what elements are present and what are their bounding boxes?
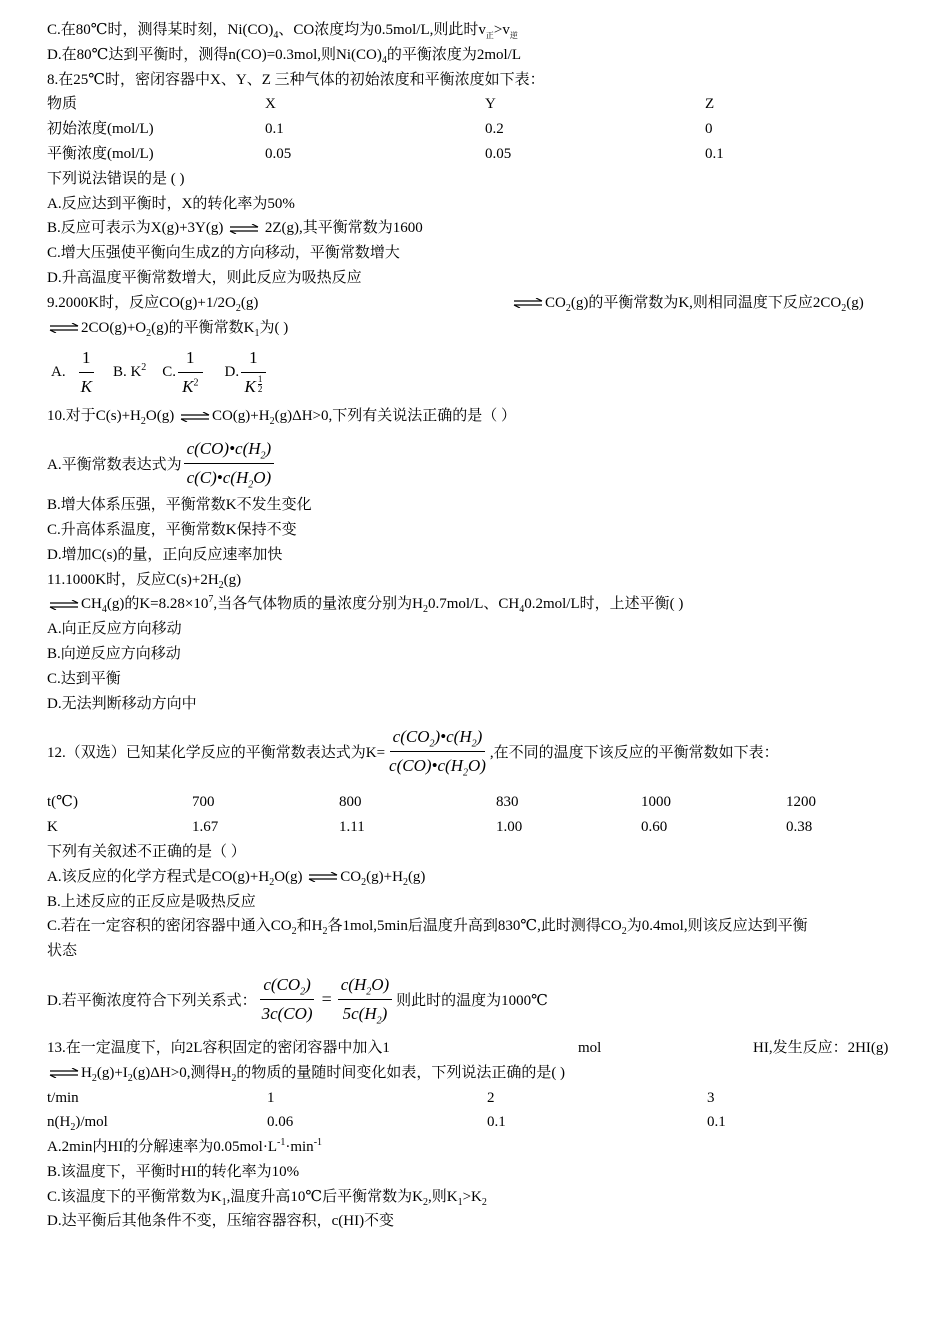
text: c(CO)•c(H: [389, 755, 463, 775]
text: c(C)•c(H: [186, 467, 249, 487]
text: n(H: [47, 1114, 71, 1131]
q9-option-d-label: D.: [224, 363, 240, 380]
subscript: 2: [322, 926, 328, 938]
subscript: 2: [127, 1072, 133, 1084]
subscript: 逆: [509, 31, 518, 40]
subscript: 2: [91, 1072, 97, 1084]
subscript: 2: [376, 1015, 382, 1027]
text: D.若平衡浓度符合下列关系式：: [47, 993, 257, 1010]
text: >v: [493, 22, 510, 38]
equilibrium-arrow-icon: [229, 224, 259, 234]
text: >K: [462, 1188, 482, 1205]
text: CO(g)+H: [211, 408, 270, 425]
q8-table: [47, 92, 907, 166]
text: 10.对于C(s)+H: [47, 408, 141, 425]
superscript: -1: [277, 1137, 286, 1149]
q10-option-a-fraction: [184, 437, 275, 490]
numerator: 1: [79, 346, 94, 373]
text: 9.2000K时，反应CO(g)+1/2O: [47, 294, 236, 311]
q13-table-header: 1: [267, 1089, 275, 1106]
q9-option-c-fraction: [178, 346, 203, 399]
q12-table-header: t(℃): [47, 794, 78, 811]
text: C.在80℃时，测得某时刻，Ni(CO): [47, 22, 274, 38]
text: O(g): [145, 408, 175, 425]
subscript: 2: [429, 738, 435, 750]
text: CO: [340, 868, 362, 885]
q10-stem: [47, 404, 907, 429]
text: (g)ΔH>0,测得H: [132, 1064, 232, 1081]
q12-question: 下列有关叙述不正确的是（ ）: [47, 843, 246, 860]
q8-table-header: Y: [485, 96, 496, 113]
text: 5c(H: [342, 1004, 377, 1024]
q13-table-cell: 0.06: [267, 1114, 294, 1131]
text: 为( ): [259, 319, 289, 336]
text: (g)+I: [96, 1064, 128, 1081]
text: C.若在一定容积的密闭容器中通入CO: [47, 918, 292, 935]
text: ,温度升高10℃后平衡常数为K: [226, 1188, 423, 1205]
q9-stem-line2: [47, 316, 907, 341]
q8-table-cell: 0.05: [485, 145, 512, 162]
text: 0.7mol/L、CH: [427, 596, 520, 613]
q12-table-cell: 0.60: [641, 819, 668, 836]
text: ·min: [285, 1139, 314, 1156]
q13-table-header: 3: [707, 1089, 715, 1106]
q8-option-c: C.增大压强使平衡向生成Z的方向移动，平衡常数增大: [47, 245, 400, 262]
subscript: 1: [457, 1196, 463, 1208]
q11-option-a: A.向正反应方向移动: [47, 621, 182, 638]
q8-table-cell: 0.2: [485, 121, 504, 138]
denominator: [386, 752, 489, 778]
q8-table-cell: 0.05: [265, 145, 292, 162]
text: H: [81, 1064, 92, 1081]
q11-stem-line2: [47, 592, 907, 617]
text: O): [253, 467, 272, 487]
text: c(H: [340, 975, 367, 995]
superscript: 2: [193, 377, 199, 389]
text: c(CO)•c(H: [186, 438, 261, 458]
text: B.反应可表示为X(g)+3Y(g): [47, 220, 224, 237]
q9-option-c-label: C.: [162, 363, 177, 380]
superscript: 7: [208, 594, 214, 606]
q12-stem: [47, 718, 907, 784]
q12-table-cell: 1.00: [496, 819, 523, 836]
numerator: [338, 973, 392, 1000]
q12-table-header: 800: [339, 794, 362, 811]
text: ): [305, 975, 311, 995]
denominator: [340, 1000, 391, 1026]
subscript: 正: [485, 31, 494, 40]
text: ): [476, 726, 483, 746]
subscript: 2: [402, 876, 408, 888]
subscript: 4: [519, 604, 525, 616]
text: A.平衡常数表达式为: [47, 456, 182, 473]
text: 、CO浓度均为0.5mol/L,则此时v: [278, 22, 486, 38]
q8-option-b: [47, 216, 907, 241]
subscript: 4: [381, 54, 387, 66]
subscript: 2: [300, 986, 306, 998]
q10-option-c: C.升高体系温度，平衡常数K保持不变: [47, 521, 297, 538]
q10-option-d: D.增加C(s)的量，正向反应速率加快: [47, 546, 283, 563]
text: 2CO(g)+O: [81, 319, 147, 336]
text: (g)ΔH>0,下列有关说法正确的是（ ）: [274, 408, 517, 425]
q11-stem-line1: [47, 568, 907, 593]
text: ,则K: [427, 1188, 458, 1205]
text: 11.1000K时，反应C(s)+2H: [47, 571, 219, 588]
q12-option-c: [47, 914, 907, 939]
q10-option-a: [47, 433, 907, 493]
q8-stem: 8.在25℃时，密闭容器中X、Y、Z 三种气体的初始浓度和平衡浓度如下表：: [47, 71, 545, 88]
denominator: [184, 464, 275, 490]
subscript: 2: [260, 450, 266, 462]
numerator: [184, 437, 275, 464]
superscript: 2: [141, 361, 147, 373]
text: 和H: [296, 918, 323, 935]
text: (g): [240, 294, 259, 311]
q12-option-a: [47, 865, 907, 890]
text: O): [371, 975, 390, 995]
denominator: 3c(CO): [261, 1004, 313, 1024]
text: (g): [846, 294, 864, 311]
q10-option-b: B.增大体系压强，平衡常数K不发生变化: [47, 497, 312, 514]
text: ): [381, 1004, 388, 1024]
text: (g): [223, 571, 242, 588]
equilibrium-arrow-icon: [513, 298, 543, 308]
subscript: 2: [422, 604, 428, 616]
equilibrium-arrow-icon: [49, 323, 79, 333]
q11-option-b: B.向逆反应方向移动: [47, 645, 181, 662]
q8-table-header: Z: [705, 96, 715, 113]
subscript: 2: [269, 876, 275, 888]
text: mol: [578, 1039, 602, 1056]
q8-table-cell: 0: [705, 121, 713, 138]
text: O): [467, 755, 486, 775]
text: ): [265, 438, 272, 458]
q13-stem-line1: [47, 1036, 907, 1061]
subscript: 2: [140, 416, 146, 428]
q8-table-header: 物质: [47, 96, 78, 113]
equilibrium-arrow-icon: [49, 600, 79, 610]
q12-expression-fraction: [386, 725, 489, 778]
exp-den: 2: [257, 383, 263, 394]
q13-table: [47, 1086, 907, 1136]
text: (g)的K=8.28×10: [106, 596, 209, 613]
q13-table-header: t/min: [47, 1089, 79, 1106]
text: )•c(H: [434, 726, 472, 746]
q7-option-d: [47, 43, 907, 68]
text: (g)+H: [366, 868, 403, 885]
q13-option-c: [47, 1185, 907, 1210]
text: CH: [81, 596, 102, 613]
equilibrium-arrow-icon: [308, 872, 338, 882]
text: (g)的平衡常数为K,则相同温度下反应2CO: [570, 294, 842, 311]
denominator: [241, 373, 265, 399]
subscript: 2: [361, 876, 367, 888]
subscript: 2: [231, 1072, 237, 1084]
text: 12.（双选）已知某化学反应的平衡常数表达式为K=: [47, 744, 386, 761]
q12-table-header: 830: [496, 794, 519, 811]
q12-option-d-fraction-right: [338, 973, 392, 1026]
q8-table-header: X: [265, 96, 276, 113]
text: O(g): [274, 868, 303, 885]
q13-option-a: [47, 1135, 907, 1160]
text: 的物质的量随时间变化如表，下列说法正确的是( ): [236, 1064, 566, 1081]
text: 0.2mol/L时，上述平衡( ): [524, 596, 684, 613]
q7-option-c: [47, 18, 907, 43]
q9-option-a-label: A.: [51, 363, 66, 380]
text: HI,发生反应：2HI(g): [753, 1039, 889, 1056]
text: A.2min内HI的分解速率为0.05mol·L: [47, 1139, 277, 1156]
text: 则此时的温度为1000℃: [396, 993, 548, 1010]
q12-table-cell: 1.67: [192, 819, 219, 836]
superscript: -1: [313, 1137, 323, 1149]
subscript: 1: [221, 1196, 227, 1208]
text: c(CO: [392, 726, 430, 746]
text: ,当各气体物质的量浓度分别为H: [213, 596, 423, 613]
text: 13.在一定温度下，向2L容积固定的密闭容器中加入1: [47, 1039, 390, 1056]
text: K: [182, 376, 194, 396]
q13-table-header: 2: [487, 1089, 495, 1106]
subscript: 2: [248, 479, 254, 491]
q12-table-cell: 0.38: [786, 819, 813, 836]
q12-table-header: 700: [192, 794, 215, 811]
subscript: 2: [481, 1196, 487, 1208]
text: (g): [407, 868, 426, 885]
subscript: 2: [565, 302, 571, 314]
q12-option-d-fraction-left: [259, 973, 316, 1026]
subscript: 2: [471, 738, 477, 750]
subscript: 2: [146, 327, 152, 339]
subscript: 4: [273, 30, 279, 41]
q12-table-cell: 1.11: [339, 819, 365, 836]
subscript: 2: [218, 579, 224, 591]
text: K: [244, 376, 256, 396]
text: )/mol: [75, 1114, 108, 1131]
equals-sign: =: [321, 989, 332, 1010]
q8-table-cell: 初始浓度(mol/L): [47, 121, 154, 138]
q8-table-cell: 平衡浓度(mol/L): [47, 145, 154, 162]
text: 各1mol,5min后温度升高到830℃,此时测得CO: [327, 918, 622, 935]
exp-num: 1: [257, 373, 263, 384]
subscript: 2: [462, 767, 468, 779]
text: A.该反应的化学方程式是CO(g)+H: [47, 868, 270, 885]
text: ,在不同的温度下该反应的平衡常数如下表：: [489, 744, 779, 761]
subscript: 2: [269, 416, 275, 428]
text: B. K: [112, 363, 142, 380]
denominator: K: [80, 376, 92, 396]
denominator: [179, 373, 201, 399]
numerator: 1: [241, 346, 266, 373]
subscript: 4: [101, 604, 107, 616]
q9-option-b: [112, 361, 147, 381]
text: 2Z(g),其平衡常数为1600: [264, 220, 423, 237]
q8-option-a: A.反应达到平衡时，X的转化率为50%: [47, 195, 295, 212]
subscript: 2: [291, 926, 297, 938]
subscript: 2: [235, 302, 241, 314]
text: 的平衡浓度为2mol/L: [386, 46, 521, 63]
q13-stem-line2: [47, 1061, 907, 1086]
q13-table-cell: 0.1: [707, 1114, 726, 1131]
q8-table-cell: 0.1: [705, 145, 724, 162]
equilibrium-arrow-icon: [180, 412, 210, 422]
q12-table: [47, 790, 907, 840]
equilibrium-arrow-icon: [49, 1068, 79, 1078]
text: D.在80℃达到平衡时，测得n(CO)=0.3mol,则Ni(CO): [47, 46, 382, 63]
q9-option-a-fraction: [78, 346, 95, 399]
q12-table-cell: K: [47, 819, 58, 836]
numerator: [260, 973, 314, 1000]
q12-table-header: 1000: [641, 794, 671, 811]
q13-option-d: D.达平衡后其他条件不变，压缩容器容积，c(HI)不变: [47, 1213, 395, 1230]
q8-question: 下列说法错误的是 ( ): [47, 170, 185, 187]
subscript: 2: [621, 926, 627, 938]
fraction-exponent: [258, 375, 263, 394]
subscript: 1: [254, 327, 260, 339]
text: c(CO: [263, 975, 301, 995]
q13-table-cell: [47, 1110, 267, 1135]
numerator: 1: [178, 346, 203, 373]
q8-table-cell: 0.1: [265, 121, 284, 138]
q12-option-d: [47, 968, 907, 1032]
text: 为0.4mol,则该反应达到平衡: [626, 918, 808, 935]
q9-stem-line1: [47, 291, 907, 316]
q9-stem-right: [511, 291, 864, 316]
numerator: [390, 725, 486, 752]
q9-option-d-fraction: [241, 346, 266, 399]
subscript: 2: [841, 302, 847, 314]
text: (g)的平衡常数K: [151, 319, 255, 336]
subscript: 2: [422, 1196, 428, 1208]
text: CO: [545, 294, 566, 311]
text: C.该温度下的平衡常数为K: [47, 1188, 222, 1205]
subscript: 2: [366, 986, 372, 998]
q9-options: [47, 340, 907, 404]
subscript: 2: [70, 1122, 76, 1134]
document-page: [47, 10, 907, 1234]
q11-option-d: D.无法判断移动方向中: [47, 695, 197, 712]
q11-option-c: C.达到平衡: [47, 670, 121, 687]
q13-table-cell: 0.1: [487, 1114, 506, 1131]
q13-option-b: B.该温度下，平衡时HI的转化率为10%: [47, 1163, 300, 1180]
q12-option-b: B.上述反应的正反应是吸热反应: [47, 893, 256, 910]
q12-option-c-cont: 状态: [47, 943, 78, 960]
q8-option-d: D.升高温度平衡常数增大，则此反应为吸热反应: [47, 269, 362, 286]
q12-table-header: 1200: [786, 794, 816, 811]
